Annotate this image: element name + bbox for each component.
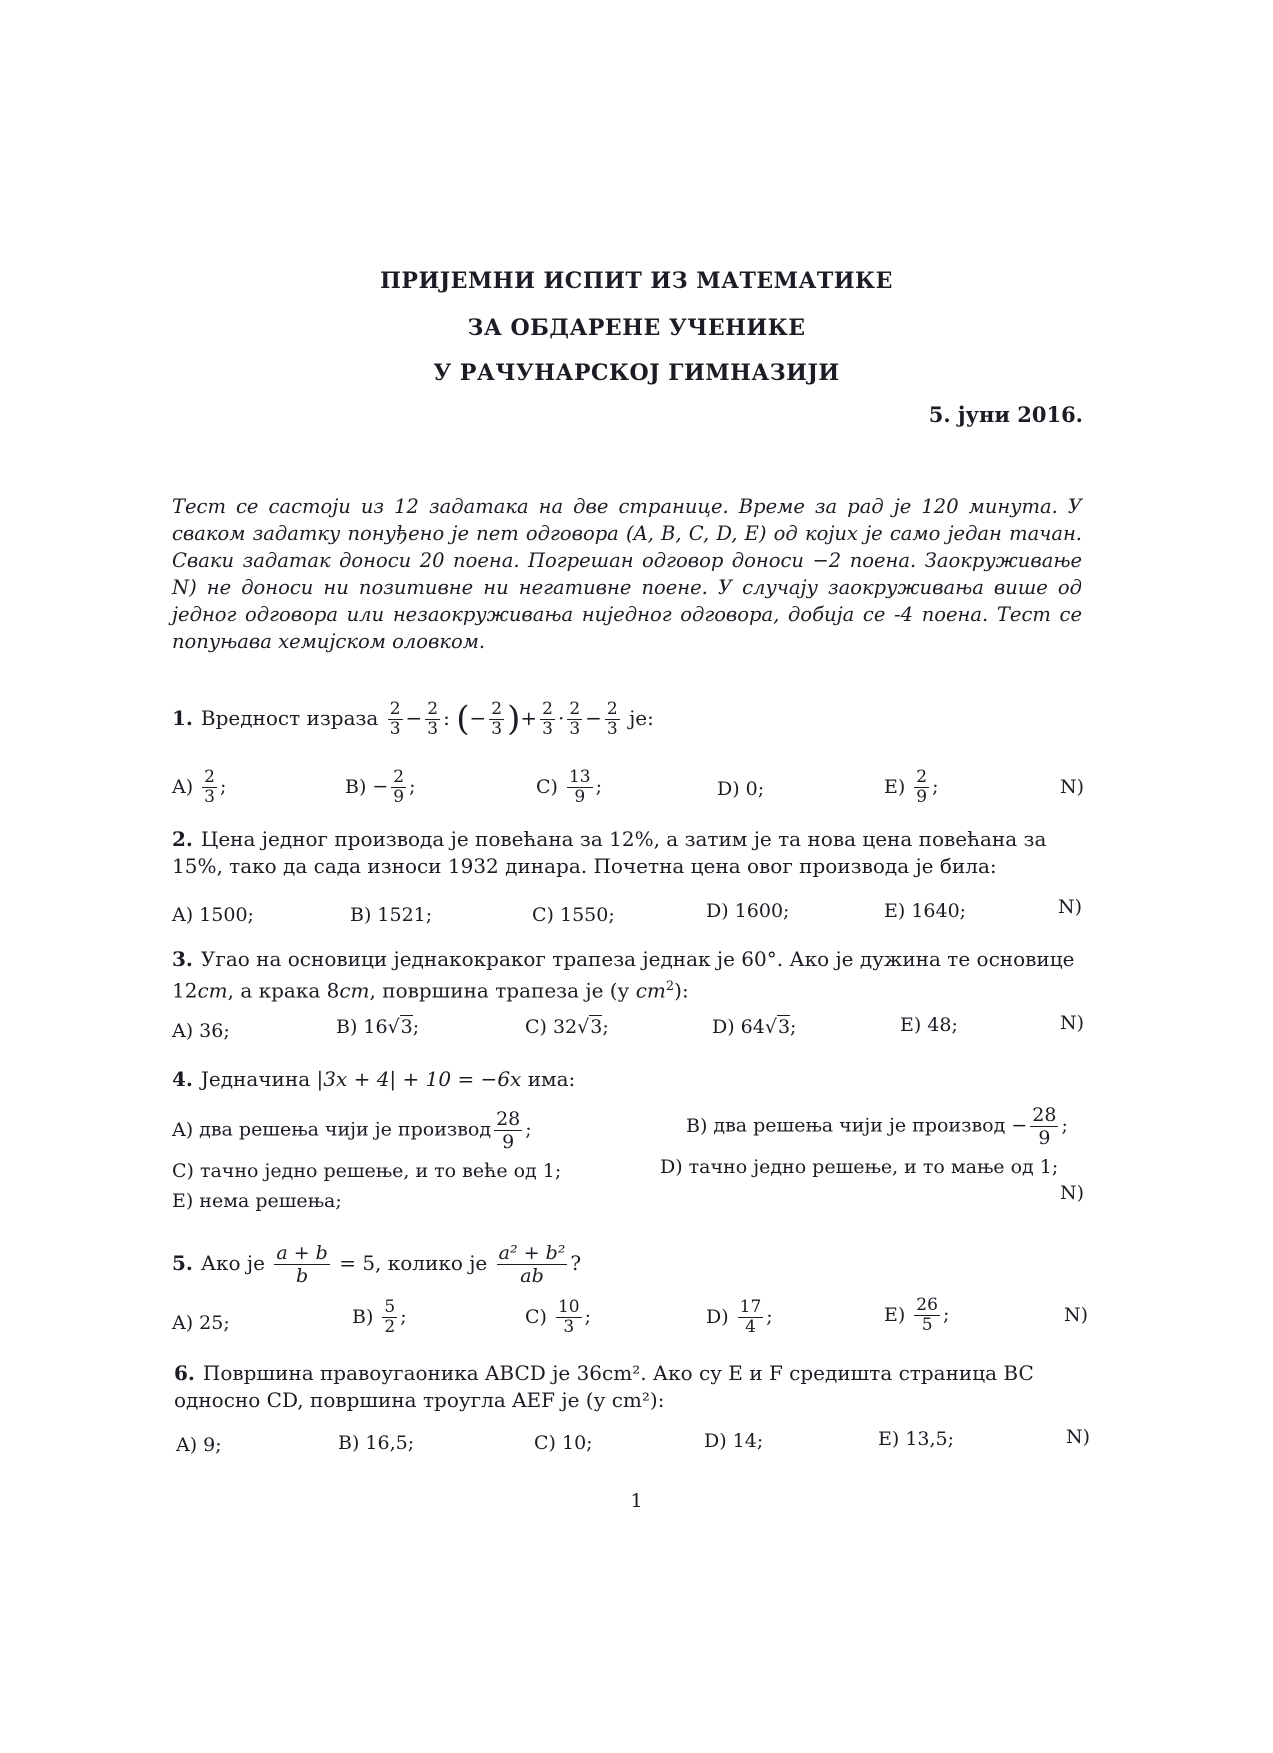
equation: |3x + 4| + 10 = −6x [316, 1067, 522, 1091]
q4-answer-d[interactable]: D) тачно једно решење, и то мање од 1; [660, 1156, 1059, 1178]
q3-answer-d[interactable]: D) 64√3; [712, 1016, 797, 1038]
fraction: $\frac{2}{3}$ [569, 699, 581, 739]
question-4: 4. Једначина |3x + 4| + 10 = −6x има: [172, 1067, 576, 1091]
question-number: 1. [172, 706, 193, 730]
q2-answer-n[interactable]: N) [1058, 896, 1083, 918]
title-line-2: ЗА ОБДАРЕНЕ УЧЕНИКЕ [467, 315, 806, 341]
q6-answer-d[interactable]: D) 14; [704, 1430, 764, 1452]
q3-answer-e[interactable]: E) 48; [900, 1014, 958, 1036]
q3-answer-b[interactable]: B) 16√3; [336, 1016, 420, 1038]
fraction: $\frac{2}{3}$ [606, 699, 618, 739]
q6-answer-n[interactable]: N) [1066, 1426, 1091, 1448]
q6-answer-e[interactable]: E) 13,5; [878, 1428, 955, 1450]
q4-answer-n[interactable]: N) [1060, 1182, 1085, 1204]
q6-answer-c[interactable]: C) 10; [534, 1432, 593, 1454]
q2-answer-d[interactable]: D) 1600; [706, 900, 790, 922]
question-6: 6. Површина правоугаоника ABCD је 36cm². Ако су E и F средишта страница BC односно CD, површина троугла AEF је (у cm²): [174, 1361, 1034, 1412]
q6-answer-b[interactable]: B) 16,5; [338, 1432, 415, 1454]
q1-answer-b[interactable]: B) − $\frac{2}{9}$ ; [345, 767, 416, 807]
q2-answer-c[interactable]: C) 1550; [532, 904, 615, 926]
q5-answer-e[interactable]: E) $\frac{26}{5}$ ; [884, 1295, 950, 1335]
instructions: Тест се састоји из 12 задатака на две странице. Време за рад је 120 минута. У сваком задатку понуђено је пет одговора (A, B, C, D, E) од којих је само један тачан. Сваки задатак доноси 20 поена. Погрешан одговор доноси −2 поена. Заокруживање N) не доноси ни позитивне ни негативне поене. У случају заокруживања више од једног одговора или незаокруживања ниједног одговора, добија се -4 поена. Тест се попуњава хемијском оловком. [172, 495, 1082, 653]
q1-answer-d[interactable]: D) 0; [717, 778, 765, 800]
question-3: 3. Угао на основици једнакокраког трапеза једнак је 60°. Ако је дужина те основице 12cm, а крака 8cm, површина трапеза је (у $cm^2$): [172, 947, 1075, 1003]
page-number: 1 [630, 1490, 643, 1512]
fraction: $\frac{a + b}{b}$ [276, 1242, 328, 1287]
title-line-1: ПРИЈЕМНИ ИСПИТ ИЗ МАТЕМАТИКЕ [380, 268, 893, 294]
fraction: $\frac{\text{a² + b²}}{ab}$ [498, 1242, 566, 1287]
q5-answer-a[interactable]: A) 25; [172, 1312, 230, 1334]
question-2: 2. Цена једног производа је повећана за 12%, а затим је та нова цена повећана за 15%, тако да сада износи 1932 динара. Почетна цена овог производа је била: [172, 827, 1047, 878]
q3-answer-a[interactable]: A) 36; [172, 1020, 230, 1042]
q1-answer-n[interactable]: N) [1060, 776, 1085, 798]
q5-answer-n[interactable]: N) [1064, 1304, 1089, 1326]
question-5: 5. Ако је $\frac{a + b}{b}$ = 5, колико је $\frac{\text{a² + b²}}{ab}$ ? [172, 1242, 582, 1287]
fraction: $\frac{2}{3}$ [389, 699, 401, 739]
q4-answer-b[interactable]: B) два решења чији је производ − $\frac{28}{9}$ ; [686, 1104, 1068, 1149]
q1-answer-e[interactable]: E) $\frac{2}{9}$ ; [884, 767, 939, 807]
q5-answer-d[interactable]: D) $\frac{17}{4}$ ; [706, 1297, 773, 1337]
q1-answer-c[interactable]: C) $\frac{13}{9}$ ; [536, 767, 602, 807]
q2-answer-e[interactable]: E) 1640; [884, 900, 967, 922]
q2-answer-b[interactable]: B) 1521; [350, 904, 433, 926]
q2-answer-a[interactable]: A) 1500; [172, 904, 254, 926]
question-1: 1. Вредност израза $\frac{2}{3}$ − $\frac{2}{3}$ : (− $\frac{2}{3}$ )+ $\frac{2}{3}$ · $\frac{2}{3}$ − $\frac{2}{3}$ је: [172, 699, 654, 739]
fraction: $\frac{2}{3}$ [542, 699, 553, 739]
q3-answer-n[interactable]: N) [1060, 1012, 1085, 1034]
fraction: $\frac{2}{3}$ [491, 699, 503, 739]
q3-answer-c[interactable]: C) 32√3; [525, 1016, 609, 1038]
exam-date: 5. јуни 2016. [928, 402, 1083, 427]
q5-answer-b[interactable]: B) $\frac{5}{2}$ ; [352, 1297, 407, 1337]
q4-answer-e[interactable]: E) нема решења; [172, 1190, 342, 1212]
q4-answer-c[interactable]: C) тачно једно решење, и то веће од 1; [172, 1160, 562, 1182]
q1-answer-a[interactable]: A) $\frac{2}{3}$ ; [172, 767, 227, 807]
fraction: $\frac{2}{3}$ [427, 699, 439, 739]
q4-answer-a[interactable]: A) два решења чији је производ $\frac{28}{9}$ ; [172, 1108, 532, 1153]
title-line-3: У РАЧУНАРСКОЈ ГИМНАЗИЈИ [433, 360, 840, 386]
q6-answer-a[interactable]: A) 9; [176, 1434, 222, 1456]
question-text: Вредност израза [200, 706, 379, 730]
q5-answer-c[interactable]: C) $\frac{10}{3}$ ; [525, 1297, 591, 1337]
